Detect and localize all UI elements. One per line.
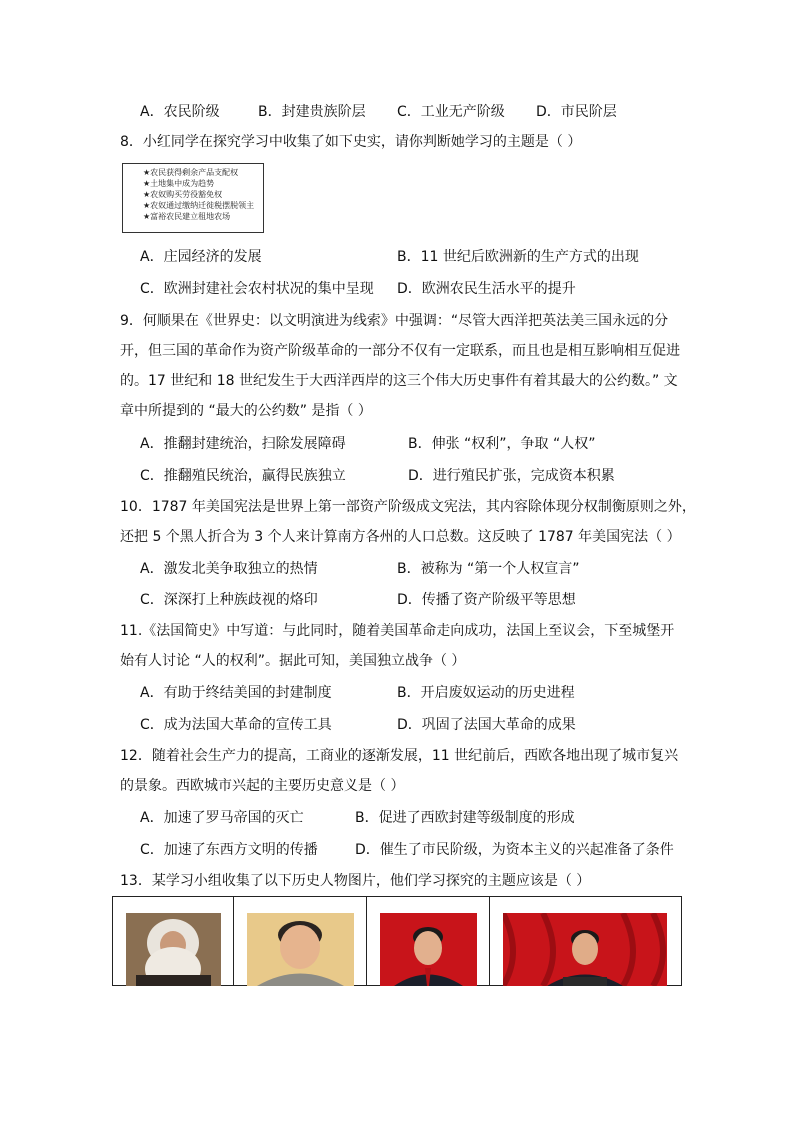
q10-option-b[interactable]: B．被称为 “第一个人权宣言” bbox=[397, 561, 580, 577]
portrait-man-gray-suit bbox=[247, 913, 354, 986]
portrait-cell bbox=[490, 897, 681, 985]
portrait-table bbox=[112, 896, 682, 986]
portrait-cell bbox=[113, 897, 234, 985]
q7-option-c[interactable]: C．工业无产阶级 bbox=[397, 104, 505, 120]
portrait-cell bbox=[234, 897, 367, 985]
q12-option-a[interactable]: A．加速了罗马帝国的灭亡 bbox=[140, 810, 304, 826]
portrait-bearded-man bbox=[126, 913, 221, 986]
q8-evidence-box bbox=[122, 163, 264, 233]
evidence-item: ★农民获得剩余产品支配权 bbox=[143, 168, 239, 177]
q9-option-a[interactable]: A．推翻封建统治，扫除发展障碍 bbox=[140, 436, 346, 452]
portrait-man-at-podium bbox=[503, 913, 667, 986]
q9-option-b[interactable]: B．伸张 “权利”，争取 “人权” bbox=[408, 436, 596, 452]
q10-stem-line: 10．1787 年美国宪法是世界上第一部资产阶级成文宪法，其内容除体现分权制衡原则之外， bbox=[120, 499, 696, 515]
q7-option-b[interactable]: B．封建贵族阶层 bbox=[258, 104, 366, 120]
q12-stem-line: 的景象。西欧城市兴起的主要历史意义是（ ） bbox=[120, 778, 405, 794]
q11-stem-line: 11.《法国简史》中写道：与此同时，随着美国革命走向成功，法国上至议会，下至城堡开 bbox=[120, 623, 675, 639]
evidence-item: ★富裕农民建立租地农场 bbox=[143, 212, 231, 221]
q8-option-b[interactable]: B．11 世纪后欧洲新的生产方式的出现 bbox=[397, 249, 639, 265]
evidence-item: ★农奴通过缴纳迁徙税摆脱领主 bbox=[143, 201, 255, 210]
q10-option-d[interactable]: D．传播了资产阶级平等思想 bbox=[397, 592, 576, 608]
q11-option-d[interactable]: D．巩固了法国大革命的成果 bbox=[397, 717, 576, 733]
q8-stem: 8．小红同学在探究学习中收集了如下史实，请你判断她学习的主题是（ ） bbox=[120, 134, 582, 150]
q8-option-a[interactable]: A．庄园经济的发展 bbox=[140, 249, 262, 265]
q11-option-b[interactable]: B．开启废奴运动的历史进程 bbox=[397, 685, 575, 701]
q11-option-a[interactable]: A．有助于终结美国的封建制度 bbox=[140, 685, 332, 701]
evidence-item: ★农奴购买劳役豁免权 bbox=[143, 190, 223, 199]
q11-option-c[interactable]: C．成为法国大革命的宣传工具 bbox=[140, 717, 332, 733]
q9-stem-line: 9．何顺果在《世界史：以文明演进为线索》中强调：“尽管大西洋把英法美三国永远的分 bbox=[120, 313, 669, 329]
q7-option-a[interactable]: A．农民阶级 bbox=[140, 104, 220, 120]
q10-option-c[interactable]: C．深深打上种族歧视的烙印 bbox=[140, 592, 318, 608]
q9-stem-line: 的。17 世纪和 18 世纪发生于大西洋西岸的这三个伟大历史事件有着其最大的公约数。” 文 bbox=[120, 373, 678, 389]
portrait-man-red-backdrop bbox=[380, 913, 477, 986]
q11-stem-line: 始有人讨论 “人的权利”。据此可知，美国独立战争（ ） bbox=[120, 653, 466, 669]
q8-option-c[interactable]: C．欧洲封建社会农村状况的集中呈现 bbox=[140, 281, 374, 297]
q13-stem: 13．某学习小组收集了以下历史人物图片，他们学习探究的主题应该是（ ） bbox=[120, 873, 591, 889]
q9-stem-line: 章中所提到的 “最大的公约数” 是指（ ） bbox=[120, 403, 372, 419]
q12-option-b[interactable]: B．促进了西欧封建等级制度的形成 bbox=[355, 810, 575, 826]
evidence-item: ★土地集中成为趋势 bbox=[143, 179, 215, 188]
q12-option-d[interactable]: D．催生了市民阶级，为资本主义的兴起准备了条件 bbox=[355, 842, 674, 858]
q9-option-d[interactable]: D．进行殖民扩张，完成资本积累 bbox=[408, 468, 615, 484]
q9-option-c[interactable]: C．推翻殖民统治，赢得民族独立 bbox=[140, 468, 346, 484]
portrait-cell bbox=[367, 897, 490, 985]
q8-option-d[interactable]: D．欧洲农民生活水平的提升 bbox=[397, 281, 576, 297]
q9-stem-line: 开，但三国的革命作为资产阶级革命的一部分不仅有一定联系，而且也是相互影响相互促进 bbox=[120, 343, 680, 359]
q10-option-a[interactable]: A．激发北美争取独立的热情 bbox=[140, 561, 318, 577]
q12-option-c[interactable]: C．加速了东西方文明的传播 bbox=[140, 842, 318, 858]
q7-option-d[interactable]: D．市民阶层 bbox=[536, 104, 617, 120]
q10-stem-line: 还把 5 个黑人折合为 3 个人来计算南方各州的人口总数。这反映了 1787 年美国宪法（ ） bbox=[120, 529, 681, 545]
q12-stem-line: 12．随着社会生产力的提高，工商业的逐渐发展，11 世纪前后，西欧各地出现了城市复兴 bbox=[120, 748, 679, 764]
